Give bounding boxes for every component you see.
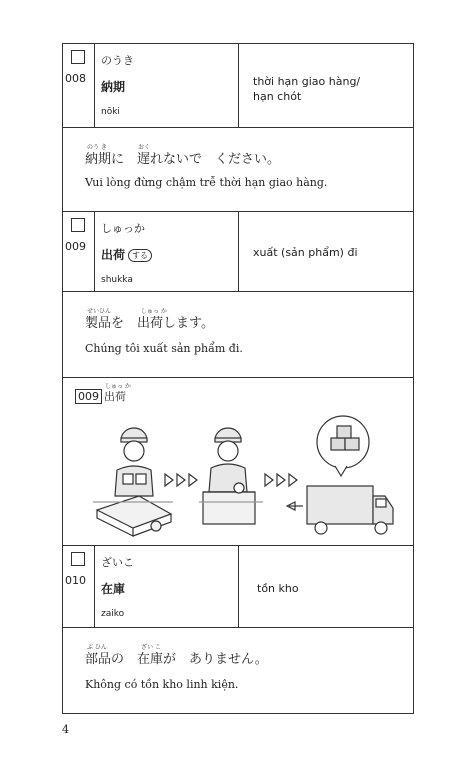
kanji-text: 出荷: [101, 248, 126, 262]
checkbox[interactable]: [71, 50, 85, 64]
example-vietnamese: Không có tồn kho linh kiện.: [85, 678, 239, 691]
entry-number-cell: [63, 44, 95, 127]
example-vietnamese: Vui lòng đừng chậm trễ thời hạn giao hàng.: [85, 176, 328, 189]
word-cell: [95, 44, 239, 127]
meaning: [253, 74, 360, 104]
meaning-cell: [239, 546, 413, 627]
entry-number: 008: [65, 72, 86, 85]
word-cell: [95, 212, 239, 291]
page-number: 4: [62, 723, 69, 736]
ruby: ざい こ: [141, 644, 161, 651]
example-008: [63, 128, 413, 212]
word-kanji: 納期: [101, 80, 126, 94]
example-vietnamese: Chúng tôi xuất sản phẩm đi.: [85, 342, 243, 355]
example-japanese: 納期に 遅れないで ください。: [85, 152, 281, 167]
example-japanese: 製品を 出荷します。: [85, 316, 214, 331]
suru-badge: する: [128, 249, 152, 262]
illustration-number: 009: [75, 389, 102, 404]
shipping-illustration: [63, 378, 413, 546]
illustration-panel: [63, 378, 413, 546]
checkbox[interactable]: [71, 552, 85, 566]
worker-taping-icon: [199, 428, 263, 524]
illustration-word: 出荷: [104, 390, 126, 403]
word-kana: しゅっか: [101, 222, 145, 235]
vocab-entry-010: [63, 546, 413, 628]
meaning-cell: [239, 44, 413, 127]
entry-number-cell: [63, 546, 95, 627]
entry-number: 009: [65, 240, 86, 253]
word-romaji: zaiko: [101, 609, 125, 619]
word-romaji: nōki: [101, 107, 120, 117]
word-kanji: [101, 246, 152, 263]
example-010: [63, 628, 413, 713]
vocab-frame: [62, 43, 414, 714]
checkbox[interactable]: [71, 218, 85, 232]
ruby: しゅっ か: [105, 383, 131, 390]
delivery-truck-icon: [287, 416, 393, 534]
example-009: [63, 292, 413, 378]
vocab-entry-009: [63, 212, 413, 292]
worker-packing-icon: [93, 428, 173, 536]
meaning: tồn kho: [257, 582, 299, 595]
vocab-entry-008: [63, 44, 413, 128]
arrow-icon: [265, 474, 297, 486]
ruby: おく: [138, 144, 151, 151]
meaning-cell: [239, 212, 413, 291]
example-japanese: 部品の 在庫が ありません。: [85, 652, 268, 667]
meaning-line-2: hạn chót: [253, 90, 302, 103]
ruby: ぶ ひん: [87, 644, 107, 651]
word-kanji: 在庫: [101, 582, 126, 596]
ruby: せいひん: [87, 308, 112, 315]
ruby: のう き: [87, 144, 107, 151]
word-kana: のうき: [101, 54, 134, 67]
entry-number-cell: [63, 212, 95, 291]
entry-number: 010: [65, 574, 86, 587]
ruby: しゅっ か: [141, 308, 167, 315]
word-kana: ざいこ: [101, 556, 134, 569]
meaning-line-1: thời hạn giao hàng/: [253, 75, 361, 88]
arrow-icon: [165, 474, 197, 486]
meaning: xuất (sản phẩm) đi: [253, 246, 358, 259]
word-cell: [95, 546, 239, 627]
word-romaji: shukka: [101, 275, 133, 285]
